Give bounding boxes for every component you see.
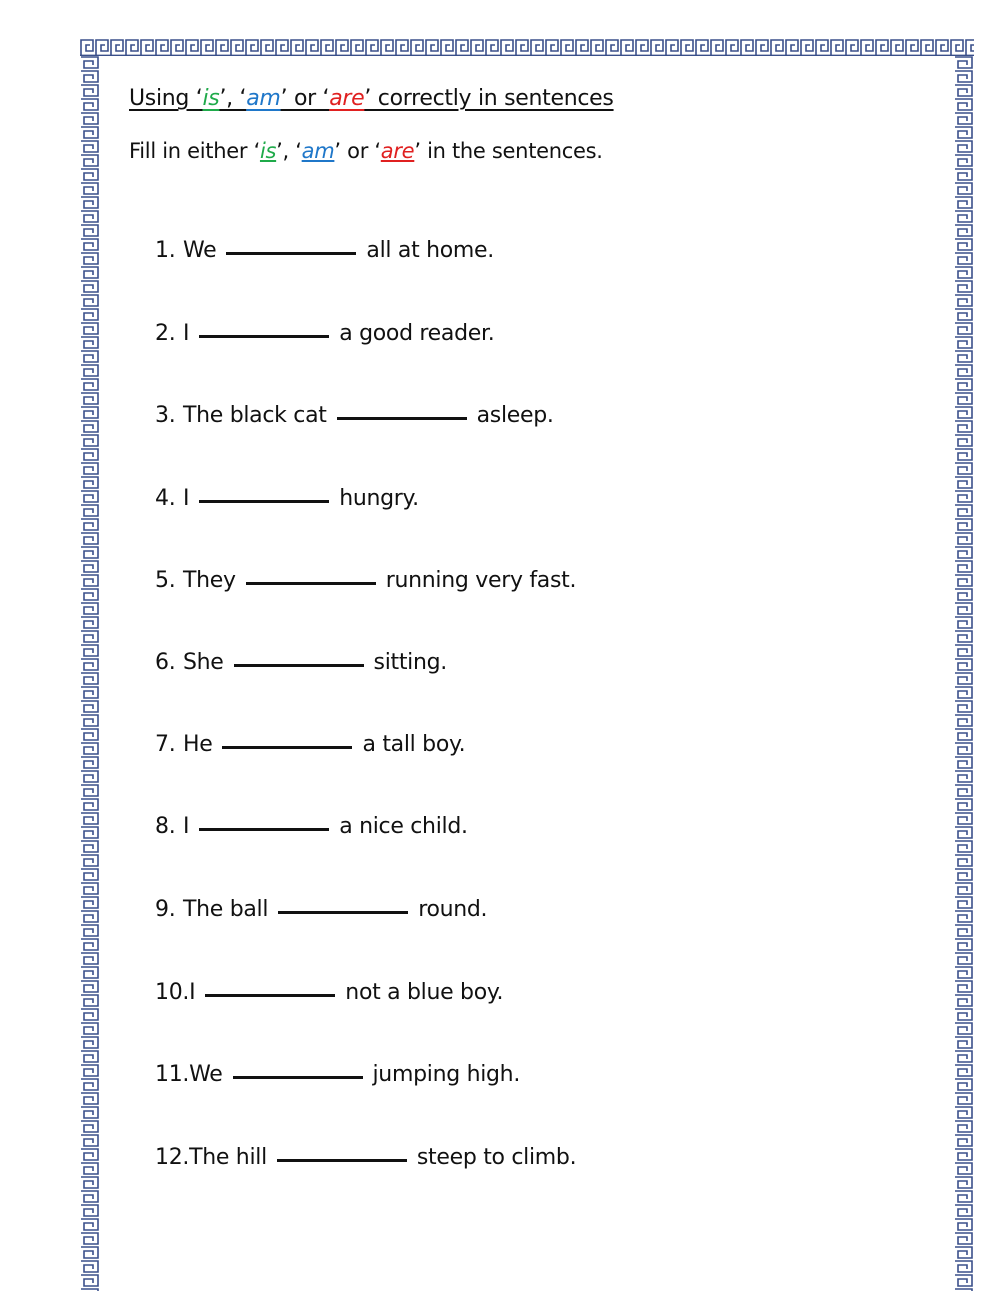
- answer-blank-11[interactable]: [233, 1074, 363, 1079]
- instructions-prefix: Fill in either ‘: [129, 139, 260, 163]
- sentence-rest: asleep.: [476, 403, 554, 428]
- sentence-rest: a good reader.: [339, 321, 495, 346]
- sentence-10: [155, 980, 503, 1005]
- sentence-rest: sitting.: [373, 650, 447, 675]
- sentence-subject: I: [183, 486, 190, 511]
- sentence-rest: a nice child.: [339, 814, 468, 839]
- answer-blank-2[interactable]: [199, 333, 329, 338]
- sentence-subject: I: [183, 321, 190, 346]
- answer-blank-12[interactable]: [277, 1157, 407, 1162]
- sentence-number: 12.: [155, 1145, 190, 1170]
- sentence-rest: hungry.: [339, 486, 419, 511]
- sentence-number: 8.: [155, 814, 176, 839]
- title-suffix: ’ correctly in sentences: [364, 86, 614, 111]
- title-prefix: Using ‘: [129, 86, 203, 111]
- title-sep-1: ’, ‘: [219, 86, 247, 111]
- sentence-11: [155, 1062, 520, 1087]
- sentence-subject: We: [183, 238, 217, 263]
- sentence-1: [155, 238, 494, 263]
- instructions-word-are: are: [380, 139, 415, 163]
- sentence-number: 1.: [155, 238, 176, 263]
- sentence-subject: He: [183, 732, 213, 757]
- sentence-subject: The ball: [183, 897, 269, 922]
- sentence-number: 2.: [155, 321, 176, 346]
- sentence-subject: We: [189, 1062, 223, 1087]
- sentence-rest: all at home.: [366, 238, 494, 263]
- sentence-9: [155, 897, 487, 922]
- answer-blank-7[interactable]: [222, 744, 352, 749]
- answer-blank-8[interactable]: [199, 826, 329, 831]
- title-word-are: are: [329, 86, 365, 111]
- sentence-rest: a tall boy.: [362, 732, 466, 757]
- sentence-rest: round.: [418, 897, 488, 922]
- sentence-5: [155, 568, 576, 593]
- answer-blank-3[interactable]: [337, 415, 467, 420]
- instructions-suffix: ’ in the sentences.: [414, 139, 603, 163]
- sentence-rest: steep to climb.: [416, 1145, 577, 1170]
- sentence-number: 5.: [155, 568, 176, 593]
- sentence-12: [155, 1145, 576, 1170]
- title-word-is: is: [202, 86, 220, 111]
- sentence-number: 10.: [155, 980, 190, 1005]
- sentence-subject: She: [183, 650, 224, 675]
- decorative-border-top: [80, 38, 974, 56]
- answer-blank-9[interactable]: [278, 909, 408, 914]
- instructions-sep-2: ’ or ‘: [334, 139, 381, 163]
- answer-blank-10[interactable]: [205, 992, 335, 997]
- answer-blank-6[interactable]: [234, 662, 364, 667]
- instructions-sep-1: ’, ‘: [276, 139, 302, 163]
- answer-blank-1[interactable]: [226, 250, 356, 255]
- answer-blank-4[interactable]: [199, 498, 329, 503]
- instructions-word-am: am: [301, 139, 335, 163]
- sentence-8: [155, 814, 468, 839]
- answer-blank-5[interactable]: [246, 580, 376, 585]
- sentence-number: 9.: [155, 897, 176, 922]
- instructions-word-is: is: [259, 139, 277, 163]
- sentence-2: [155, 321, 494, 346]
- title-word-am: am: [246, 86, 281, 111]
- decorative-border-right: [954, 56, 974, 1291]
- title-sep-2: ’ or ‘: [280, 86, 330, 111]
- sentence-number: 3.: [155, 403, 176, 428]
- sentence-number: 6.: [155, 650, 176, 675]
- sentence-4: [155, 486, 419, 511]
- sentence-7: [155, 732, 465, 757]
- decorative-border-left: [80, 56, 100, 1291]
- sentence-subject: I: [189, 980, 196, 1005]
- sentence-rest: not a blue boy.: [345, 980, 504, 1005]
- sentence-subject: The black cat: [183, 403, 327, 428]
- sentence-6: [155, 650, 447, 675]
- sentence-subject: I: [183, 814, 190, 839]
- sentence-number: 4.: [155, 486, 176, 511]
- sentence-3: [155, 403, 554, 428]
- sentence-rest: jumping high.: [372, 1062, 521, 1087]
- sentence-number: 11.: [155, 1062, 190, 1087]
- sentence-number: 7.: [155, 732, 176, 757]
- instructions-text: [129, 139, 603, 163]
- sentence-subject: They: [183, 568, 236, 593]
- sentence-rest: running very fast.: [385, 568, 577, 593]
- worksheet-title: [129, 86, 614, 111]
- sentence-subject: The hill: [189, 1145, 267, 1170]
